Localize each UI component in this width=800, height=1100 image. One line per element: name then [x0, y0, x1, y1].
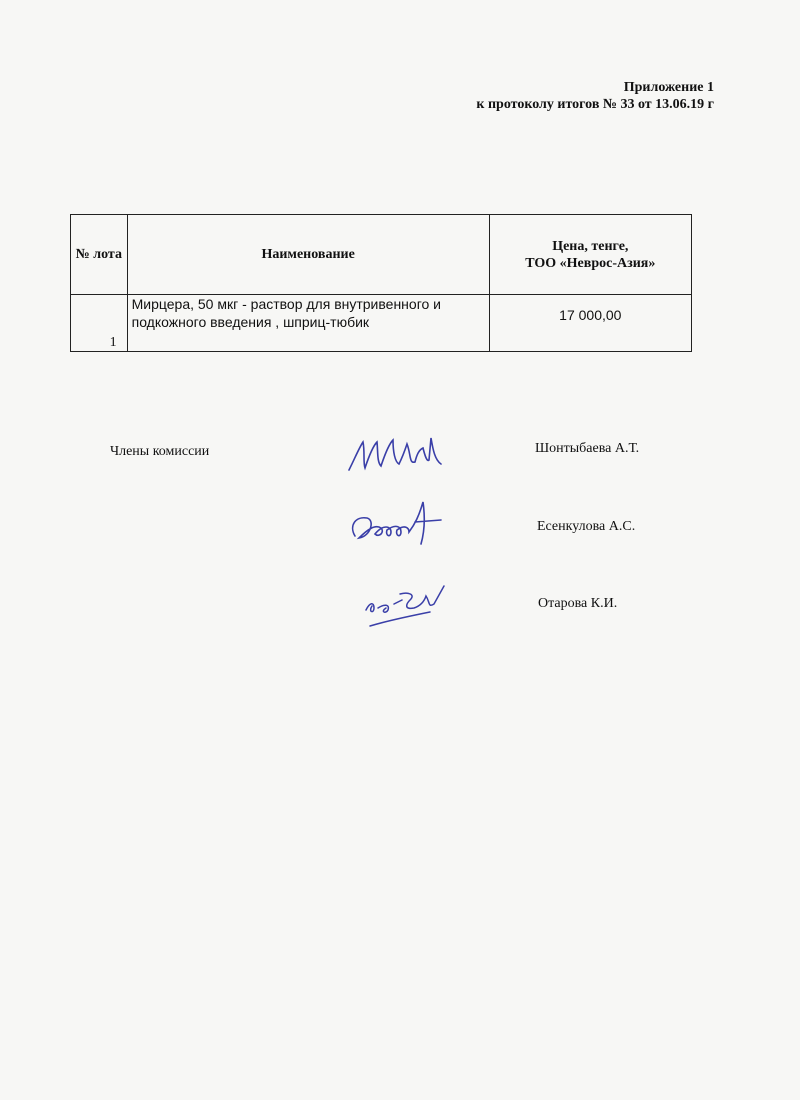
header-price-line2: ТОО «Неврос-Азия» — [525, 255, 656, 271]
commission-label: Члены комиссии — [110, 444, 210, 459]
document-header — [476, 79, 714, 113]
table-header-row — [71, 215, 692, 295]
header-name: Наименование — [127, 215, 489, 295]
protocol-reference: к протоколу итогов № 33 от 13.06.19 г — [476, 97, 714, 112]
signature-1-icon — [345, 430, 450, 478]
cell-item-name: Мирцера, 50 мкг - раствор для внутривенного и подкожного введения , шприц-тюбик — [127, 295, 489, 352]
header-price-line1: Цена, тенге, — [552, 238, 629, 254]
lots-table — [70, 214, 692, 352]
header-price — [489, 215, 691, 295]
cell-price: 17 000,00 — [489, 295, 691, 352]
appendix-label: Приложение 1 — [623, 80, 714, 95]
member-name-2: Есенкулова А.С. — [537, 519, 636, 534]
signature-3-icon — [360, 582, 460, 632]
member-name-3: Отарова К.И. — [538, 596, 618, 611]
member-name-1: Шонтыбаева А.Т. — [535, 441, 640, 456]
signature-2-icon — [345, 496, 450, 551]
table-row — [71, 295, 692, 352]
header-lot-number: № лота — [71, 215, 128, 295]
cell-lot-number: 1 — [71, 295, 128, 352]
